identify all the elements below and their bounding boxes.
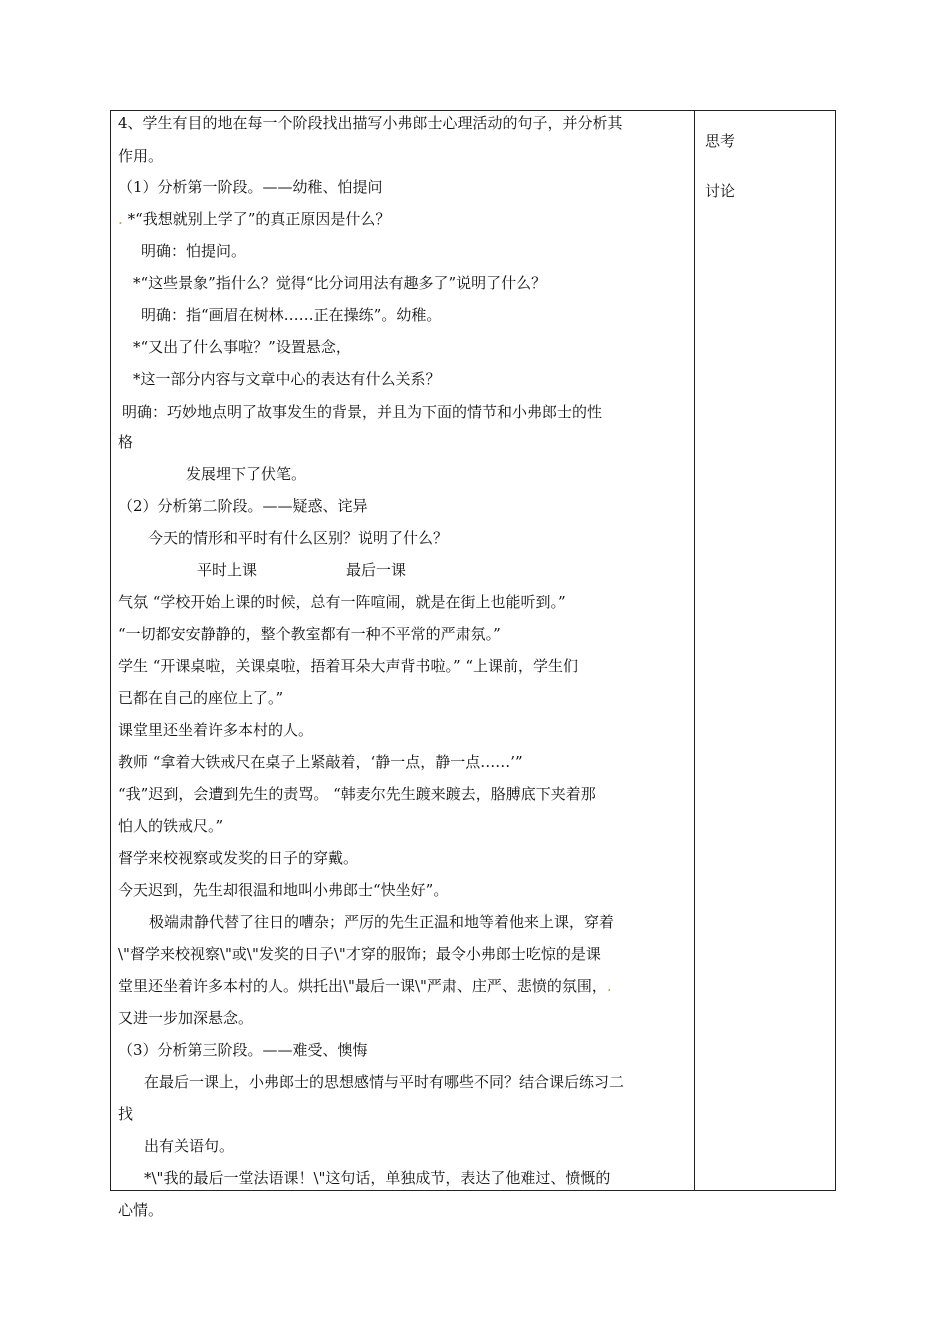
text-line: *“又出了什么事啦？”设置悬念， [133, 338, 351, 356]
text-line: 明确：巧妙地点明了故事发生的背景，并且为下面的情节和小弗郎士的性 [122, 403, 603, 421]
text-line: “我”迟到，会遭到先生的责骂。 “韩麦尔先生踱来踱去，胳膊底下夹着那 [118, 785, 596, 803]
column-divider [694, 111, 695, 1190]
ink-speck: . [118, 210, 123, 228]
text-line: 今天的情形和平时有什么区别？说明了什么？ [148, 529, 449, 547]
text-line: *\"我的最后一堂法语课！\"这句话，单独成节，表达了他难过、愤慨的 [144, 1169, 611, 1187]
text-line: 怕人的铁戒尺。” [118, 817, 224, 835]
text-line: （2）分析第二阶段。——疑惑、诧异 [118, 497, 368, 515]
text-line: *这一部分内容与文章中心的表达有什么关系？ [133, 370, 441, 388]
text-line: 今天迟到，先生却很温和地叫小弗郎士“快坐好”。 [118, 881, 449, 899]
text-line: 已都在自己的座位上了。” [118, 689, 284, 707]
text-line: 堂里还坐着许多本村的人。烘托出\"最后一课\"严肃、庄严、悲愤的氛围，. [118, 977, 612, 995]
text-line: 出有关语句。 [144, 1137, 235, 1155]
text-line: 又进一步加深悬念。 [118, 1009, 254, 1027]
text-line: （1）分析第一阶段。——幼稚、怕提问 [118, 178, 383, 196]
text-line: （3）分析第三阶段。——难受、懊悔 [118, 1041, 368, 1059]
text-line: 在最后一课上，小弗郎士的思想感情与平时有哪些不同？结合课后练习二 [144, 1073, 625, 1091]
column-header: 最后一课 [346, 561, 407, 579]
text-line: . *“我想就别上学了”的真正原因是什么？ [118, 210, 391, 228]
text-line: 课堂里还坐着许多本村的人。 [118, 721, 314, 739]
text-line: \"督学来校视察\"或\"发奖的日子\"才穿的服饰；最令小弗郎士吃惊的是课 [118, 945, 601, 963]
text-line: 4、学生有目的地在每一个阶段找出描写小弗郎士心理活动的句子，并分析其 [118, 114, 623, 132]
text-line: 明确：怕提问。 [141, 242, 247, 260]
text-line: “一切都安安静静的，整个教室都有一种不平常的严肃氛。” [118, 625, 501, 643]
text-line: 作用。 [118, 147, 164, 165]
text-line: 极端肃静代替了往日的嘈杂；严厉的先生正温和地等着他来上课，穿着 [149, 913, 615, 931]
text-line: 气氛 “学校开始上课的时候，总有一阵喧闹，就是在街上也能听到。” [118, 593, 566, 611]
column-header: 平时上课 [197, 561, 258, 579]
activity-label: 讨论 [705, 182, 736, 200]
text-line: 找 [118, 1105, 134, 1123]
text-line: 格 [118, 433, 134, 451]
lesson-plan-table [110, 110, 836, 1219]
text-line: 明确：指“画眉在树林……正在操练”。幼稚。 [141, 306, 442, 324]
text-line: 心情。 [118, 1201, 164, 1219]
text-line: 督学来校视察或发奖的日子的穿戴。 [118, 849, 359, 867]
activity-label: 思考 [705, 132, 736, 150]
text-line: 教师 “拿着大铁戒尺在桌子上紧敲着，‘静一点，静一点……’” [118, 753, 523, 771]
text-line: 发展埋下了伏笔。 [186, 465, 307, 483]
text-line: 学生 “开课桌啦，关课桌啦，捂着耳朵大声背书啦。” “上课前，学生们 [118, 657, 579, 675]
ink-speck: . [606, 977, 612, 995]
text-line: *“这些景象”指什么？觉得“比分词用法有趣多了”说明了什么？ [133, 274, 547, 292]
